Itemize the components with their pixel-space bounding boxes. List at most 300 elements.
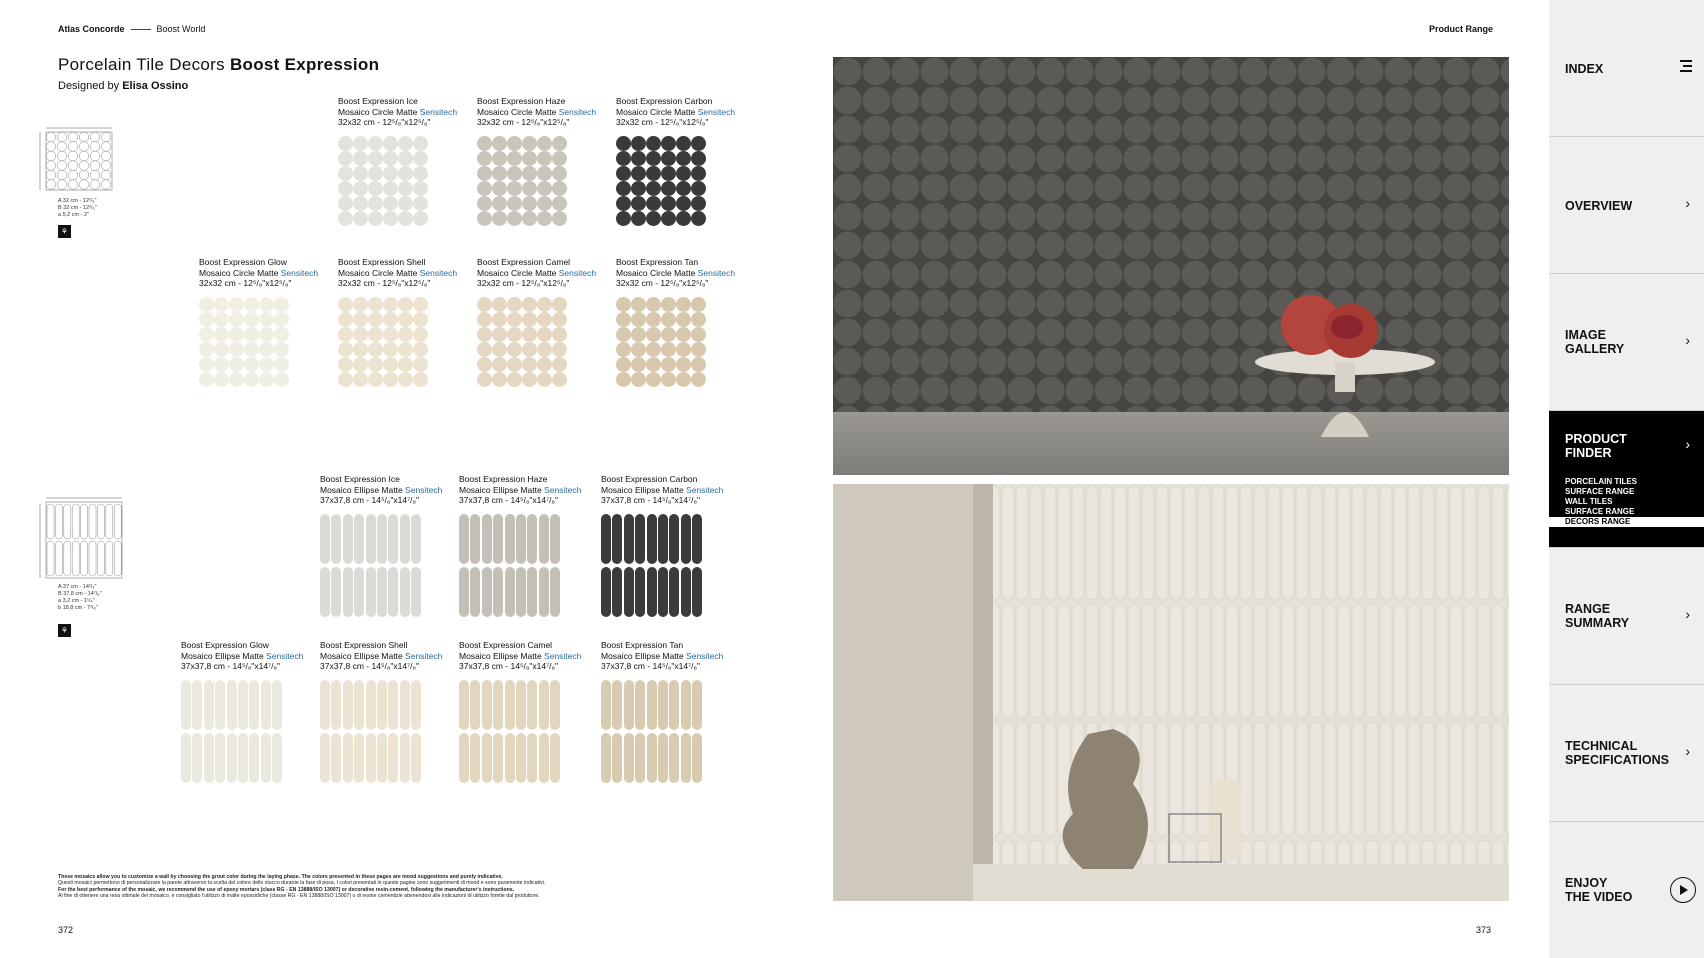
ellipse-chip bbox=[612, 733, 622, 783]
circle-chip bbox=[616, 312, 631, 327]
ellipse-chip bbox=[470, 514, 480, 564]
gallery-photo-circle-wall[interactable] bbox=[833, 57, 1509, 475]
ellipse-chip bbox=[635, 514, 645, 564]
circle-chip bbox=[646, 297, 661, 312]
circle-chip bbox=[383, 312, 398, 327]
tile-name: Boost Expression Glow bbox=[199, 257, 287, 267]
ellipse-chip bbox=[692, 514, 702, 564]
circle-chip bbox=[477, 136, 492, 151]
ellipse-chip bbox=[354, 567, 364, 617]
sidebar-item-range-summary[interactable] bbox=[1549, 548, 1704, 685]
circle-chip bbox=[552, 297, 567, 312]
ellipse-chip bbox=[238, 733, 248, 783]
circle-chip bbox=[338, 327, 353, 342]
ellipse-chip bbox=[681, 567, 691, 617]
circle-chip bbox=[676, 136, 691, 151]
drawing-circle bbox=[68, 151, 78, 161]
ellipse-chip bbox=[343, 567, 353, 617]
ellipse-chip bbox=[249, 733, 259, 783]
ellipse-chip bbox=[692, 733, 702, 783]
submenu-porcelain-tiles[interactable]: PORCELAIN TILES bbox=[1565, 477, 1638, 486]
circle-chip bbox=[368, 166, 383, 181]
circle-chip bbox=[274, 312, 289, 327]
circle-chip bbox=[413, 151, 428, 166]
circle-chip bbox=[507, 372, 522, 387]
circle-tile-card[interactable] bbox=[616, 257, 756, 387]
circle-tile-card[interactable] bbox=[199, 257, 339, 387]
circle-chip bbox=[631, 196, 646, 211]
tile-type: Mosaico Ellipse Matte Sensitech bbox=[181, 650, 304, 661]
ellipse-chip bbox=[343, 514, 353, 564]
circle-tile-card[interactable] bbox=[616, 96, 756, 226]
tile-size: 37x37,8 cm - 14⁵/₈"x14⁷/₈" bbox=[320, 661, 420, 671]
menu-icon bbox=[1680, 60, 1692, 75]
circle-tile-swatch bbox=[616, 297, 756, 387]
circle-chip bbox=[522, 357, 537, 372]
circle-chip bbox=[383, 327, 398, 342]
chevron-right-icon: › bbox=[1685, 606, 1690, 622]
tile-type: Mosaico Ellipse Matte Sensitech bbox=[601, 650, 724, 661]
ellipse-chip bbox=[354, 733, 364, 783]
circle-chip bbox=[338, 136, 353, 151]
circle-chip bbox=[691, 151, 706, 166]
circle-chip bbox=[676, 196, 691, 211]
circle-chip bbox=[631, 166, 646, 181]
circle-chip bbox=[661, 342, 676, 357]
circle-chip bbox=[368, 312, 383, 327]
submenu-decors-range[interactable]: DECORS RANGE bbox=[1549, 517, 1704, 527]
circle-chip bbox=[338, 372, 353, 387]
ellipse-wall-illustration bbox=[833, 484, 1509, 901]
circle-chip bbox=[398, 151, 413, 166]
circle-chip bbox=[368, 151, 383, 166]
circle-chip bbox=[199, 342, 214, 357]
drawing-ellipse bbox=[106, 504, 113, 539]
circle-chip bbox=[691, 211, 706, 226]
circle-chip bbox=[259, 312, 274, 327]
circle-chip bbox=[368, 196, 383, 211]
circle-chip bbox=[353, 181, 368, 196]
ellipse-chip bbox=[272, 733, 282, 783]
circle-chip bbox=[676, 151, 691, 166]
drawing-ellipse bbox=[81, 504, 88, 539]
circle-chip bbox=[691, 312, 706, 327]
circle-chip bbox=[338, 151, 353, 166]
page-title bbox=[58, 55, 379, 75]
circle-chip bbox=[229, 327, 244, 342]
circle-chip bbox=[353, 327, 368, 342]
ellipse-chip bbox=[377, 567, 387, 617]
sidebar-item-image-gallery[interactable] bbox=[1549, 274, 1704, 411]
ellipse-chip bbox=[692, 567, 702, 617]
ellipse-chip bbox=[366, 567, 376, 617]
circle-chip bbox=[274, 342, 289, 357]
circle-chip bbox=[661, 327, 676, 342]
ellipse-chip bbox=[227, 680, 237, 730]
breadcrumb-divider bbox=[131, 29, 151, 30]
circle-chip bbox=[646, 196, 661, 211]
submenu-surface-range-2[interactable]: SURFACE RANGE bbox=[1565, 507, 1635, 516]
circle-chip bbox=[214, 357, 229, 372]
circle-chip bbox=[646, 312, 661, 327]
circle-chip bbox=[537, 327, 552, 342]
circle-chip bbox=[537, 372, 552, 387]
circle-chip bbox=[631, 312, 646, 327]
sensitech-badge-icon: ⚘ bbox=[58, 624, 71, 637]
circle-chip bbox=[537, 357, 552, 372]
circle-chip bbox=[413, 327, 428, 342]
drawing-circle bbox=[90, 170, 100, 180]
ellipse-tile-card[interactable] bbox=[181, 640, 321, 783]
tile-size: 37x37,8 cm - 14⁵/₈"x14⁷/₈" bbox=[320, 495, 420, 505]
circle-chip bbox=[616, 372, 631, 387]
circle-chip bbox=[413, 211, 428, 226]
drawing-circle bbox=[46, 151, 56, 161]
circle-chip bbox=[507, 211, 522, 226]
circle-chip bbox=[492, 297, 507, 312]
circle-chip bbox=[537, 181, 552, 196]
circle-chip bbox=[646, 342, 661, 357]
circle-chip bbox=[199, 297, 214, 312]
drawing-circle bbox=[79, 170, 89, 180]
circle-chip bbox=[398, 327, 413, 342]
circle-chip bbox=[259, 327, 274, 342]
ellipse-chip bbox=[331, 514, 341, 564]
circle-chip bbox=[552, 151, 567, 166]
tile-name: Boost Expression Tan bbox=[601, 640, 684, 650]
submenu-surface-range[interactable]: SURFACE RANGE bbox=[1565, 487, 1635, 496]
ellipse-chip bbox=[527, 567, 537, 617]
circle-chip bbox=[522, 327, 537, 342]
circle-chip bbox=[537, 151, 552, 166]
ellipse-tile-card[interactable] bbox=[601, 474, 741, 617]
circle-chip bbox=[398, 136, 413, 151]
ellipse-chip bbox=[505, 567, 515, 617]
tile-size: 37x37,8 cm - 14⁵/₈"x14⁷/₈" bbox=[181, 661, 281, 671]
circle-chip bbox=[507, 357, 522, 372]
tile-size: 32x32 cm - 12⁵/₈"x12⁵/₈" bbox=[477, 117, 570, 127]
circle-chip bbox=[274, 357, 289, 372]
circle-chip bbox=[398, 297, 413, 312]
circle-chip bbox=[646, 327, 661, 342]
circle-mosaic-drawing bbox=[36, 120, 116, 192]
ellipse-chip bbox=[366, 733, 376, 783]
circle-chip bbox=[537, 297, 552, 312]
submenu-wall-tiles[interactable]: WALL TILES bbox=[1565, 497, 1613, 506]
circle-chip bbox=[413, 312, 428, 327]
ellipse-tile-swatch bbox=[459, 680, 565, 783]
ellipse-chip bbox=[669, 567, 679, 617]
ellipse-chip bbox=[470, 567, 480, 617]
drawing-ellipse bbox=[89, 541, 96, 576]
ellipse-chip bbox=[366, 514, 376, 564]
circle-tile-swatch bbox=[477, 136, 617, 226]
circle-chip bbox=[522, 297, 537, 312]
circle-chip bbox=[244, 357, 259, 372]
circle-chip bbox=[413, 357, 428, 372]
drawing-circle bbox=[46, 142, 56, 152]
circle-chip bbox=[522, 166, 537, 181]
circle-chip bbox=[214, 327, 229, 342]
circle-chip bbox=[507, 312, 522, 327]
ellipse-chip bbox=[669, 514, 679, 564]
ellipse-chip bbox=[388, 514, 398, 564]
circle-chip bbox=[676, 357, 691, 372]
circle-chip bbox=[646, 357, 661, 372]
circle-chip bbox=[661, 151, 676, 166]
ellipse-chip bbox=[354, 680, 364, 730]
circle-chip bbox=[492, 151, 507, 166]
circle-chip bbox=[244, 372, 259, 387]
circle-chip bbox=[661, 181, 676, 196]
circle-tile-card[interactable] bbox=[338, 257, 478, 387]
circle-chip bbox=[383, 357, 398, 372]
tile-type: Mosaico Circle Matte Sensitech bbox=[616, 106, 736, 117]
ellipse-chip bbox=[377, 514, 387, 564]
tile-name: Boost Expression Shell bbox=[320, 640, 408, 650]
ellipse-chip bbox=[261, 680, 271, 730]
circle-chip bbox=[661, 166, 676, 181]
ellipse-chip bbox=[516, 514, 526, 564]
circle-chip bbox=[676, 372, 691, 387]
ellipse-chip bbox=[505, 514, 515, 564]
circle-tile-card[interactable] bbox=[477, 257, 617, 387]
gallery-photo-ellipse-wall[interactable] bbox=[833, 484, 1509, 901]
drawing-circle bbox=[68, 142, 78, 152]
tile-size: 37x37,8 cm - 14⁵/₈"x14⁷/₈" bbox=[459, 495, 559, 505]
designer-credit bbox=[58, 80, 188, 92]
designer-prefix: Designed by bbox=[58, 80, 120, 92]
ellipse-chip bbox=[647, 680, 657, 730]
circle-chip bbox=[477, 342, 492, 357]
circle-chip bbox=[552, 196, 567, 211]
tile-name: Boost Expression Shell bbox=[338, 257, 426, 267]
drawing-circle bbox=[101, 170, 111, 180]
circle-chip bbox=[383, 196, 398, 211]
ellipse-chip bbox=[411, 567, 421, 617]
circle-chip bbox=[338, 297, 353, 312]
circle-chip bbox=[646, 211, 661, 226]
ellipse-chip bbox=[343, 733, 353, 783]
circle-chip bbox=[661, 372, 676, 387]
ellipse-chip bbox=[377, 680, 387, 730]
tile-type: Mosaico Ellipse Matte Sensitech bbox=[601, 484, 724, 495]
circle-chip bbox=[244, 342, 259, 357]
drawing-ellipse bbox=[97, 504, 104, 539]
circle-chip bbox=[616, 136, 631, 151]
header-breadcrumb bbox=[58, 24, 205, 34]
circle-chip bbox=[368, 297, 383, 312]
tile-size: 32x32 cm - 12⁵/₈"x12⁵/₈" bbox=[477, 278, 570, 288]
circle-chip bbox=[353, 297, 368, 312]
circle-chip bbox=[661, 136, 676, 151]
ellipse-chip bbox=[204, 680, 214, 730]
circle-chip bbox=[492, 342, 507, 357]
ellipse-tile-swatch bbox=[601, 514, 707, 617]
chevron-right-icon: › bbox=[1685, 743, 1690, 759]
ellipse-chip bbox=[238, 680, 248, 730]
circle-tile-card[interactable] bbox=[338, 96, 478, 226]
circle-chip bbox=[537, 196, 552, 211]
circle-chip bbox=[522, 151, 537, 166]
circle-chip bbox=[616, 166, 631, 181]
play-icon[interactable] bbox=[1670, 877, 1696, 903]
ellipse-chip bbox=[612, 680, 622, 730]
circle-chip bbox=[229, 312, 244, 327]
circle-chip bbox=[199, 357, 214, 372]
circle-tile-swatch bbox=[338, 297, 478, 387]
sidebar-item-technical-specifications[interactable] bbox=[1549, 685, 1704, 822]
circle-chip bbox=[507, 136, 522, 151]
circle-chip bbox=[616, 327, 631, 342]
ellipse-chip bbox=[181, 680, 191, 730]
drawing-circle bbox=[46, 180, 56, 190]
circle-chip bbox=[507, 181, 522, 196]
circle-chip bbox=[552, 327, 567, 342]
ellipse-tile-card[interactable] bbox=[459, 474, 599, 617]
circle-chip bbox=[477, 166, 492, 181]
ellipse-chip bbox=[669, 733, 679, 783]
circle-wall-illustration bbox=[833, 57, 1509, 475]
circle-chip bbox=[646, 166, 661, 181]
circle-chip bbox=[413, 297, 428, 312]
ellipse-chip bbox=[493, 567, 503, 617]
drawing-circle bbox=[79, 151, 89, 161]
tile-name: Boost Expression Haze bbox=[459, 474, 548, 484]
circle-chip bbox=[338, 166, 353, 181]
tile-type: Mosaico Circle Matte Sensitech bbox=[616, 267, 736, 278]
ellipse-chip bbox=[400, 680, 410, 730]
sidebar-item-label: ENJOY THE VIDEO bbox=[1565, 876, 1633, 904]
drawing-ellipse bbox=[114, 504, 121, 539]
ellipse-chip bbox=[411, 514, 421, 564]
circle-chip bbox=[368, 327, 383, 342]
circle-chip bbox=[214, 342, 229, 357]
ellipse-chip bbox=[215, 733, 225, 783]
circle-chip bbox=[398, 357, 413, 372]
ellipse-chip bbox=[505, 733, 515, 783]
ellipse-chip bbox=[539, 567, 549, 617]
drawing-ellipse bbox=[47, 504, 54, 539]
section-name: Boost World bbox=[156, 24, 206, 34]
circle-tile-card[interactable] bbox=[477, 96, 617, 226]
circle-chip bbox=[398, 342, 413, 357]
circle-chip bbox=[338, 211, 353, 226]
ellipse-chip bbox=[470, 733, 480, 783]
tile-size: 32x32 cm - 12⁵/₈"x12⁵/₈" bbox=[338, 278, 431, 288]
ellipse-chip bbox=[527, 680, 537, 730]
ellipse-tile-card[interactable] bbox=[459, 640, 599, 783]
circle-chip bbox=[646, 136, 661, 151]
sidebar-item-overview[interactable] bbox=[1549, 137, 1704, 274]
tile-name: Boost Expression Tan bbox=[616, 257, 699, 267]
tile-size: 37x37,8 cm - 14⁵/₈"x14⁷/₈" bbox=[459, 661, 559, 671]
ellipse-chip bbox=[459, 733, 469, 783]
ellipse-chip bbox=[388, 733, 398, 783]
circle-chip bbox=[676, 166, 691, 181]
circle-chip bbox=[214, 297, 229, 312]
circle-chip bbox=[413, 372, 428, 387]
drawing-circle bbox=[101, 132, 111, 142]
circle-chip bbox=[413, 166, 428, 181]
ellipse-chip bbox=[482, 567, 492, 617]
circle-chip bbox=[661, 297, 676, 312]
ellipse-chip bbox=[658, 514, 668, 564]
circle-chip bbox=[383, 181, 398, 196]
circle-chip bbox=[477, 181, 492, 196]
sidebar-item-enjoy-the-video[interactable] bbox=[1549, 822, 1704, 958]
ellipse-chip bbox=[482, 680, 492, 730]
circle-tile-swatch bbox=[338, 136, 478, 226]
circle-chip bbox=[676, 211, 691, 226]
ellipse-chip bbox=[272, 680, 282, 730]
circle-chip bbox=[398, 211, 413, 226]
circle-chip bbox=[353, 136, 368, 151]
drawing-ellipse bbox=[64, 504, 71, 539]
title-product: Boost Expression bbox=[229, 55, 380, 74]
ellipse-tile-card[interactable] bbox=[601, 640, 741, 783]
circle-chip bbox=[368, 136, 383, 151]
ellipse-chip bbox=[377, 733, 387, 783]
ellipse-chip bbox=[601, 733, 611, 783]
ellipse-chip bbox=[493, 733, 503, 783]
designer-name: Elisa Ossino bbox=[122, 80, 189, 92]
circle-chip bbox=[552, 211, 567, 226]
circle-chip bbox=[477, 372, 492, 387]
ellipse-mosaic-drawing bbox=[36, 494, 126, 580]
ellipse-chip bbox=[411, 680, 421, 730]
drawing-circle bbox=[68, 180, 78, 190]
tile-type: Mosaico Ellipse Matte Sensitech bbox=[459, 650, 582, 661]
circle-chip bbox=[477, 211, 492, 226]
ellipse-chip bbox=[459, 567, 469, 617]
ellipse-tile-card[interactable] bbox=[320, 474, 460, 617]
drawing-circle bbox=[68, 132, 78, 142]
circle-chip bbox=[691, 327, 706, 342]
tile-size: 37x37,8 cm - 14⁵/₈"x14⁷/₈" bbox=[601, 661, 701, 671]
ellipse-chip bbox=[681, 733, 691, 783]
ellipse-tile-swatch bbox=[459, 514, 565, 617]
tile-name: Boost Expression Haze bbox=[477, 96, 566, 106]
ellipse-tile-swatch bbox=[601, 680, 707, 783]
tile-size: 32x32 cm - 12⁵/₈"x12⁵/₈" bbox=[199, 278, 292, 288]
sidebar-item-product-finder[interactable] bbox=[1549, 411, 1704, 548]
ellipse-tile-card[interactable] bbox=[320, 640, 460, 783]
circle-chip bbox=[676, 297, 691, 312]
drawing-circle bbox=[79, 180, 89, 190]
circle-chip bbox=[368, 357, 383, 372]
circle-chip bbox=[616, 151, 631, 166]
ellipse-chip bbox=[539, 514, 549, 564]
ellipse-chip bbox=[331, 567, 341, 617]
circle-chip bbox=[383, 372, 398, 387]
tile-type: Mosaico Ellipse Matte Sensitech bbox=[320, 650, 443, 661]
ellipse-chip bbox=[635, 567, 645, 617]
ellipse-chip bbox=[331, 680, 341, 730]
chevron-right-icon: › bbox=[1685, 332, 1690, 348]
circle-chip bbox=[676, 181, 691, 196]
ellipse-chip bbox=[388, 680, 398, 730]
sidebar-nav bbox=[1549, 0, 1704, 958]
ellipse-chip bbox=[400, 733, 410, 783]
sidebar-item-index[interactable] bbox=[1549, 0, 1704, 137]
drawing-ellipse bbox=[64, 541, 71, 576]
ellipse-chip bbox=[320, 733, 330, 783]
ellipse-chip bbox=[624, 567, 634, 617]
drawing-ellipse bbox=[47, 541, 54, 576]
circle-chip bbox=[522, 312, 537, 327]
circle-chip bbox=[413, 136, 428, 151]
